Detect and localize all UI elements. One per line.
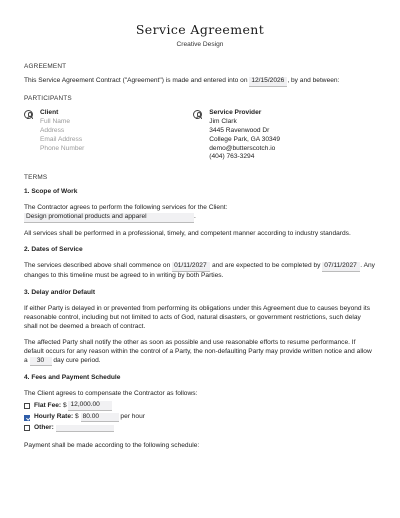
agreement-date-field[interactable]: 12/15/2026 — [249, 77, 287, 87]
agreement-paragraph: This Service Agreement Contract ("Agreement") is made and entered into on 12/15/2026 , by and between: — [24, 77, 376, 87]
provider-name: Jim Clark — [209, 117, 237, 125]
provider-email: demo@butterscotch.io — [209, 144, 276, 152]
provider-block — [193, 109, 376, 162]
section-2-heading: 2. Dates of Service — [24, 246, 83, 254]
hourly-rate-checkbox[interactable] — [24, 415, 30, 421]
other-fee-checkbox[interactable] — [24, 425, 30, 431]
provider-phone: (404) 763-3294 — [209, 153, 255, 161]
scope-paragraph: The Contractor agrees to perform the following services for the Client: Design promotional products and apparel . — [24, 204, 376, 223]
hourly-rate-row: Hourly Rate: $ 80.00 per hour — [24, 413, 376, 423]
default-paragraph: The affected Party shall notify the other as soon as possible and use reasonable efforts to resume performance. If default occurs for any reason within the control of a Party, the non-defaulting Party may provide written notice and allow a 30 day cure period. — [24, 339, 376, 367]
flat-fee-checkbox[interactable] — [24, 403, 30, 409]
client-email-field[interactable]: Email Address — [40, 135, 83, 143]
person-icon — [193, 110, 202, 119]
client-full-name-field[interactable]: Full Name — [40, 117, 71, 125]
terms-label: TERMS — [24, 174, 48, 182]
end-date-field[interactable]: 07/11/2027 — [322, 262, 360, 272]
dates-paragraph: The services described above shall commence on 01/11/2027 and are expected to be completed by 07/11/2027 . Any changes to this timeline must be agreed to in writing by both Parties. — [24, 262, 375, 280]
agreement-label: AGREEMENT — [24, 62, 67, 70]
client-heading: Client — [40, 108, 59, 116]
hourly-rate-field[interactable]: 80.00 — [81, 413, 119, 423]
start-date-field[interactable]: 01/11/2027 — [172, 262, 210, 272]
person-icon — [24, 110, 33, 119]
fees-intro: The Client agrees to compensate the Contractor as follows: — [24, 390, 198, 398]
participants-block — [24, 109, 376, 162]
service-description-field[interactable]: Design promotional products and apparel — [24, 213, 194, 223]
other-fee-row: Other: — [24, 424, 376, 433]
flat-fee-row: Flat Fee: $ 12,000.00 — [24, 401, 376, 411]
section-1-heading: 1. Scope of Work — [24, 187, 78, 195]
client-phone-field[interactable]: Phone Number — [40, 144, 85, 152]
provider-city: College Park, GA 30349 — [209, 135, 281, 143]
provider-street: 3445 Ravenwood Dr — [209, 126, 270, 134]
document-title: Service Agreement — [135, 22, 265, 37]
payment-schedule-text: Payment shall be made according to the following schedule: — [24, 441, 200, 449]
standards-paragraph: All services shall be performed in a professional, timely, and competent manner according to industry standards. — [24, 229, 351, 237]
client-address-field[interactable]: Address — [40, 126, 65, 134]
other-fee-field[interactable] — [56, 425, 114, 432]
client-block — [24, 109, 193, 162]
cure-days-field[interactable]: 30 — [30, 357, 52, 367]
delay-paragraph: If either Party is delayed in or prevented from performing its obligations under this Agreement due to causes beyond its reasonable control, including but not limited to acts of God, natural disasters, or government restrictions, such delay shall not be deemed a breach of contract. — [24, 305, 370, 330]
flat-fee-field[interactable]: 12,000.00 — [68, 401, 112, 411]
section-3-heading: 3. Delay and/or Default — [24, 289, 96, 297]
document-subtitle: Creative Design — [176, 40, 224, 48]
section-4-heading: 4. Fees and Payment Schedule — [24, 374, 121, 382]
provider-heading: Service Provider — [209, 108, 262, 116]
participants-label: PARTICIPANTS — [24, 95, 72, 103]
